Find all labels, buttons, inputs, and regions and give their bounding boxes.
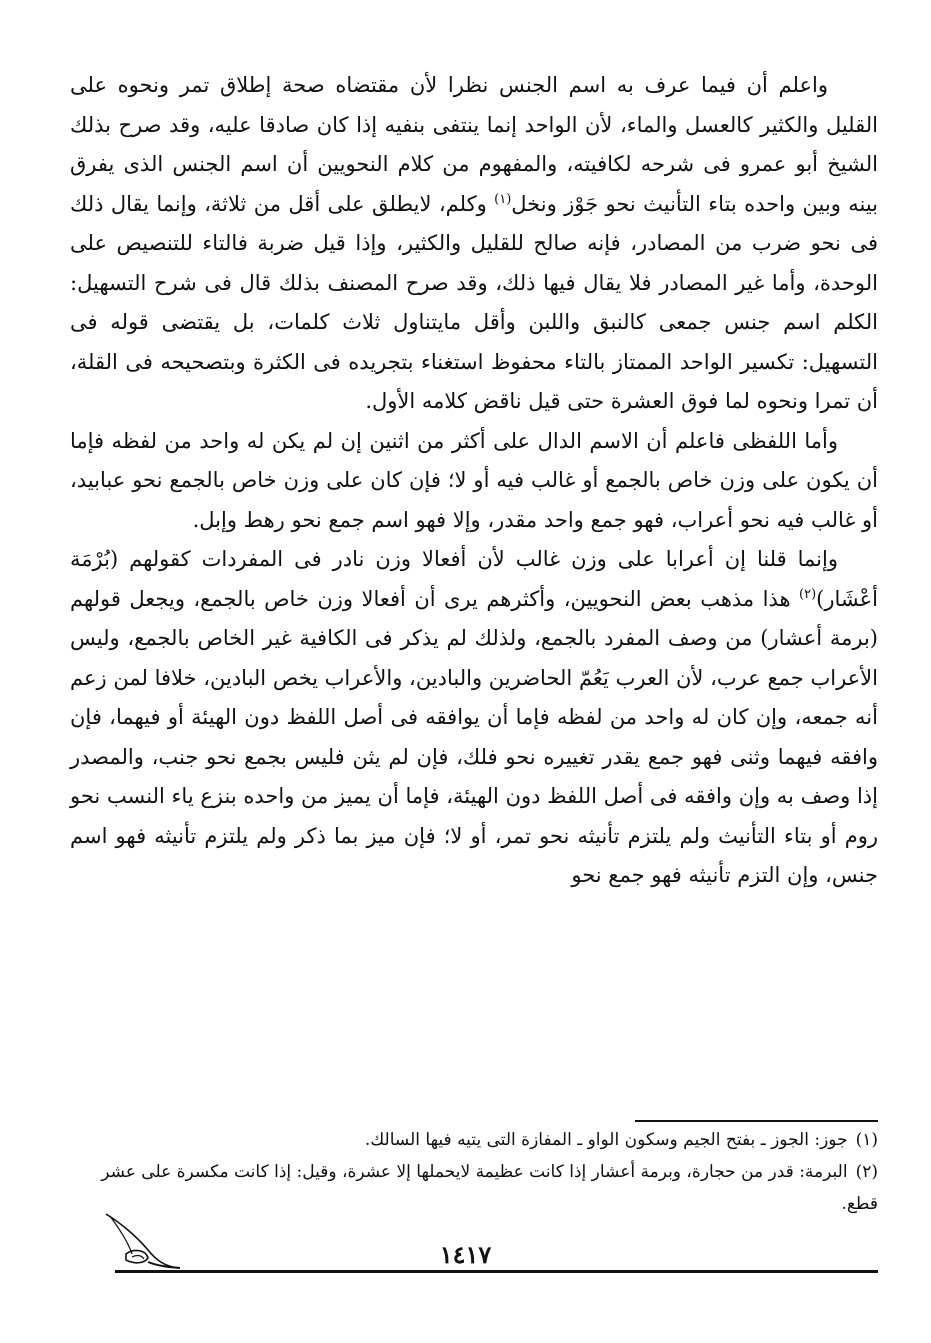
page-number: ١٤١٧: [439, 1240, 492, 1269]
footnote-ref-2[interactable]: (٢): [799, 586, 817, 602]
main-text: [70, 66, 878, 896]
footnote-2-number: (٢): [855, 1162, 878, 1182]
paragraph-1-continuation: وكلم، لايطلق على أقل من ثلاثة، وإنما يقال ذلك فى نحو ضرب من المصادر، فإنه صالح للقليل والكثير، وإذا قيل ضربة فالتاء للتنصيص على الوحدة، وأما غير المصادر فلا يقال فيها ذلك، وقد صرح المصنف بذلك قال فى شرح التسهيل: الكلم اسم جنس جمعى كالنبق واللبن وأقل مايتناول ثلاث كلمات، بل يقتضى قوله فى التسهيل: تكسير الواحد الممتاز بالتاء محفوظ استغناء بتجريده فى الكثرة وبتصحيحه فى القلة، أن تمرا ونحوه لما فوق العشرة حتى قيل ناقض كلامه الأول.: [70, 191, 878, 413]
footnote-1: [70, 1124, 878, 1156]
paragraph-1-text: واعلم أن فيما عرف به اسم الجنس نظرا لأن مقتضاه صحة إطلاق تمر ونحوه على القليل والكثير كالعسل والماء، لأن الواحد إنما ينتفى بنفيه إذا كان صادقا عليه، وقد صرح بذلك الشيخ أبو عمرو فى شرحه لكافيته، والمفهوم من كلام النحويين أن اسم الجنس الذى يفرق بينه وبين واحده بتاء التأنيث نحو جَوْز ونخل: [70, 73, 879, 216]
footnote-1-number: (١): [855, 1130, 878, 1150]
footnote-ref-1[interactable]: (١): [494, 191, 512, 207]
footnote-1-text: جوز: الجوز ـ بفتح الجيم وسكون الواو ـ المفازة التى يتيه فيها السالك.: [364, 1130, 848, 1150]
paragraph-3: [70, 540, 878, 896]
footnotes: [70, 1124, 878, 1220]
footnote-separator: [635, 1120, 878, 1122]
bottom-rule: [115, 1270, 878, 1273]
paragraph-3-continuation: هذا مذهب بعض النحويين، وأكثرهم يرى أن أفعالا وزن خاص بالجمع، ويجعل قولهم (برمة أعشار) من وصف المفرد بالجمع، ولذلك لم يذكر فى الكافية غير الخاص بالجمع، وليس الأعراب جمع عرب، لأن العرب يَعُمّ الحاضرين والبادين، والأعراب يخص البادين، خلافا لمن زعم أنه جمعه، وإن كان له واحد من لفظه فإما أن يوافقه فى أصل اللفظ دون الهيئة أو فيهما، فإن وافقه فيهما وثنى فهو جمع يقدر تغييره نحو فلك، فإن لم يثن فليس بجمع نحو جنب، والمصدر إذا وصف به وإن وافقه فى أصل اللفظ دون الهيئة، فإما أن يميز من واحده بنزع ياء النسب نحو روم أو بتاء التأنيث ولم يلتزم تأنيثه نحو تمر، أو لا؛ فإن ميز بما ذكر ولم يلتزم تأنيثه فهو اسم جنس، وإن التزم تأنيثه فهو جمع نحو: [70, 586, 878, 887]
paragraph-1: [70, 66, 878, 422]
paragraph-3-text: وإنما قلنا إن أعرابا على وزن غالب لأن أفعالا وزن نادر فى المفردات كقولهم (بُرْمَة أعْشَار): [70, 547, 878, 611]
footnote-2-text: البرمة: قدر من حجارة، وبرمة أعشار إذا كانت عظيمة لايحملها إلا عشرة، وقيل: إذا كانت مكسرة على عشر قطع.: [101, 1162, 878, 1214]
footnote-2: [70, 1156, 878, 1220]
paragraph-2: وأما اللفظى فاعلم أن الاسم الدال على أكثر من اثنين إن لم يكن له واحد من لفظه فإما أن يكون على وزن خاص بالجمع أو غالب فيه أو لا؛ فإن كان على وزن خاص بالجمع نحو عبابيد، أو غالب فيه نحو أعراب، فهو جمع واحد مقدر، وإلا فهو اسم جمع نحو رهط وإبل.: [70, 428, 878, 532]
